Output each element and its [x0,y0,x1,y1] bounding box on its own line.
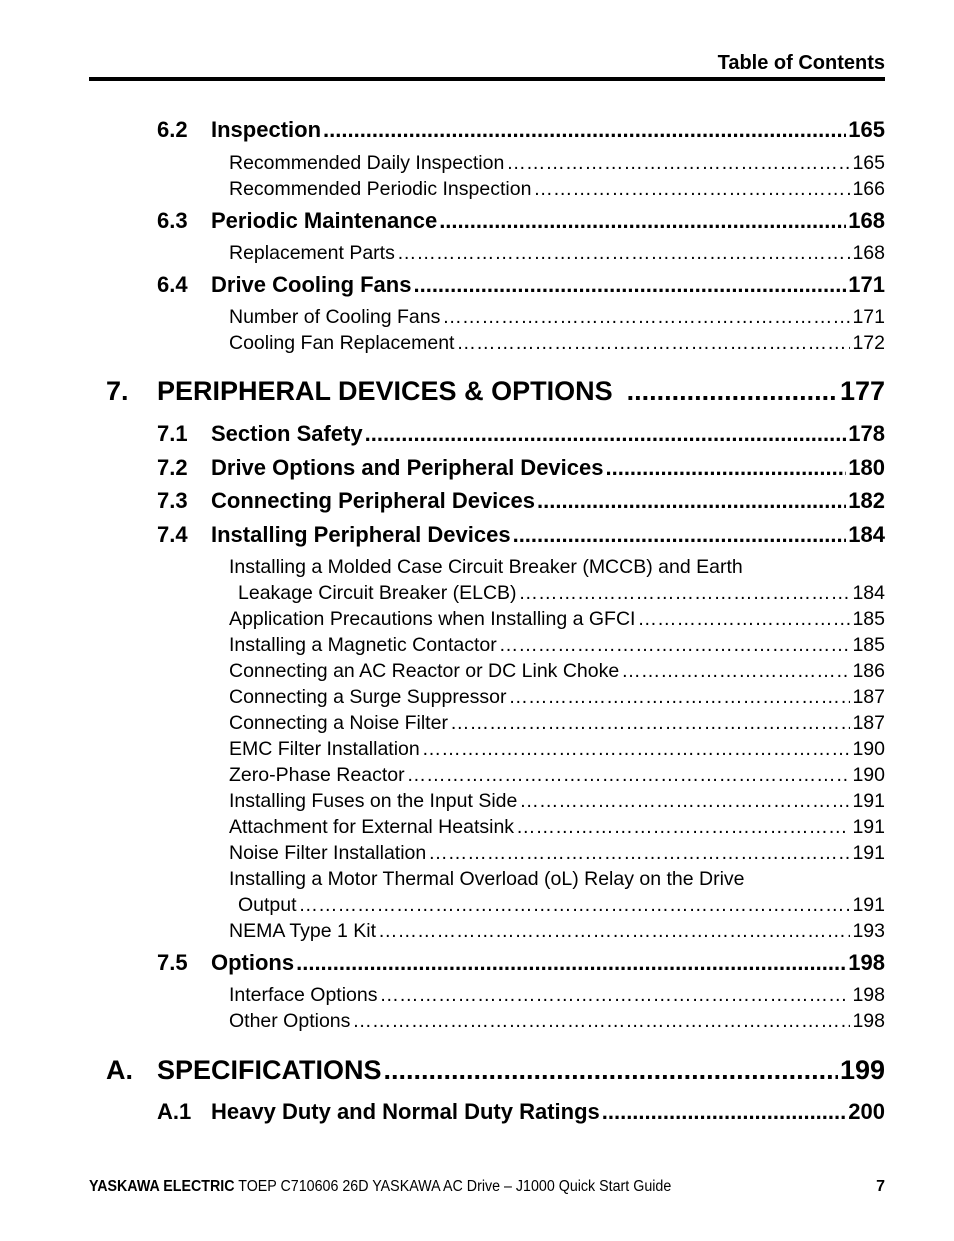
subsection-page-number: 187 [852,712,885,734]
subsection-page-number: 166 [852,178,885,200]
subsection-title: Leakage Circuit Breaker (ELCB) [238,582,517,604]
toc-subsection-entry[interactable] [229,984,885,1007]
subsection-page-number: 191 [852,816,885,838]
dot-leader [519,790,850,813]
section-page-number: 171 [848,272,885,297]
toc-subsection-entry[interactable] [229,712,885,735]
dot-leader [378,920,850,943]
toc-subsection-entry[interactable] [229,332,885,355]
section-page-number: 180 [848,455,885,480]
dot-leader [442,306,850,329]
footer-doc-text: TOEP C710606 26D YASKAWA AC Drive – J1000 Quick Start Guide [234,1178,672,1195]
chapter-title: SPECIFICATIONS [157,1055,382,1085]
section-title: Connecting Peripheral Devices [211,488,535,513]
toc-subsection-entry[interactable] [229,686,885,709]
toc-subsection-entry[interactable] [229,816,885,839]
chapter-title: PERIPHERAL DEVICES & OPTIONS [157,376,613,406]
dot-leader [506,152,850,175]
section-page-number: 182 [848,488,885,513]
dot-leader [428,842,850,865]
toc-subsection-entry[interactable] [229,178,885,201]
dot-leader [519,582,851,605]
dot-leader [621,660,850,683]
subsection-title: Application Precautions when Installing a GFCI [229,608,636,630]
toc-subsection-entry[interactable] [229,764,885,787]
section-title: Installing Peripheral Devices [211,522,511,547]
subsection-title: Recommended Periodic Inspection [229,178,532,200]
subsection-title-line1[interactable]: Installing a Molded Case Circuit Breaker (MCCB) and Earth [229,556,743,578]
dot-leader [533,178,850,201]
subsection-title: Number of Cooling Fans [229,306,441,328]
section-number: 6.3 [157,208,188,233]
toc-subsection-entry[interactable] [229,242,885,265]
dot-leader [413,272,846,298]
section-title: Drive Options and Peripheral Devices [211,455,604,480]
header-rule [89,77,885,81]
section-page-number: 200 [848,1099,885,1124]
subsection-title: Connecting a Noise Filter [229,712,448,734]
subsection-page-number: 198 [852,984,885,1006]
footer-page-number: 7 [876,1178,885,1195]
dot-leader [509,686,851,709]
subsection-page-number: 191 [852,842,885,864]
dot-leader [537,488,846,514]
dot-leader [422,738,851,761]
subsection-title: Connecting a Surge Suppressor [229,686,507,708]
footer-brand: YASKAWA ELECTRIC [89,1178,235,1195]
dot-leader [605,455,846,481]
dot-leader [365,421,847,447]
dot-leader [627,376,838,407]
section-number: 7.2 [157,455,188,480]
subsection-page-number: 190 [852,764,885,786]
section-page-number: 184 [848,522,885,547]
toc-section-7-3[interactable] [157,488,885,514]
chapter-number: A. [106,1055,133,1085]
toc-subsection-entry[interactable] [229,152,885,175]
toc-subsection-entry[interactable] [229,608,885,631]
section-title: Section Safety [211,421,363,446]
footer-document-info [89,1178,671,1196]
subsection-title: Recommended Daily Inspection [229,152,505,174]
dot-leader [602,1099,847,1125]
chapter-number: 7. [106,376,129,406]
dot-leader [513,522,847,548]
toc-section-7-4[interactable] [157,522,885,548]
subsection-page-number: 187 [852,686,885,708]
section-title: Inspection [211,117,322,142]
toc-section-7-1[interactable] [157,421,885,447]
subsection-title: Other Options [229,1010,351,1032]
section-title: Periodic Maintenance [211,208,438,233]
dot-leader [499,634,851,657]
subsection-title: Noise Filter Installation [229,842,427,864]
dot-leader [384,1055,838,1086]
section-title: Heavy Duty and Normal Duty Ratings [211,1099,600,1124]
toc-section-a-1[interactable] [157,1099,885,1125]
toc-subsection-entry[interactable] [229,634,885,657]
subsection-title: Installing Fuses on the Input Side [229,790,518,812]
toc-subsection-entry[interactable] [229,920,885,943]
page-header-title: Table of Contents [717,52,885,74]
section-number: 6.2 [157,117,188,142]
dot-leader [407,764,851,787]
dot-leader [516,816,850,839]
section-number: 6.4 [157,272,188,297]
subsection-page-number: 185 [852,608,885,630]
dot-leader [296,950,846,976]
subsection-page-number: 171 [852,306,885,328]
dot-leader [352,1010,850,1033]
toc-subsection-entry[interactable] [229,842,885,865]
dot-leader [299,894,851,917]
subsection-page-number: 186 [852,660,885,682]
toc-chapter-7[interactable] [106,376,885,407]
subsection-title: Interface Options [229,984,378,1006]
dot-leader [397,242,851,265]
toc-subsection-entry[interactable] [238,582,885,605]
section-page-number: 165 [848,117,885,142]
toc-subsection-entry[interactable] [229,306,885,329]
subsection-title: Installing a Magnetic Contactor [229,634,497,656]
section-title: Drive Cooling Fans [211,272,412,297]
toc-section-6-3[interactable] [157,208,885,234]
section-page-number: 198 [848,950,885,975]
dot-leader [637,608,850,631]
subsection-page-number: 168 [852,242,885,264]
subsection-page-number: 185 [852,634,885,656]
toc-section-6-2[interactable] [157,117,885,143]
subsection-title: Connecting an AC Reactor or DC Link Choke [229,660,620,682]
subsection-page-number: 191 [852,894,885,916]
subsection-page-number: 165 [852,152,885,174]
toc-section-7-2[interactable] [157,455,885,481]
section-title: Options [211,950,295,975]
section-page-number: 178 [848,421,885,446]
toc-subsection-entry[interactable] [229,660,885,683]
section-page-number: 168 [848,208,885,233]
subsection-title-line1[interactable]: Installing a Motor Thermal Overload (oL) Relay on the Drive [229,868,745,890]
section-number: 7.3 [157,488,188,513]
section-number: 7.5 [157,950,188,975]
section-number: 7.4 [157,522,188,547]
toc-chapter-a[interactable] [106,1055,885,1086]
subsection-page-number: 193 [852,920,885,942]
subsection-title: Replacement Parts [229,242,395,264]
subsection-page-number: 172 [852,332,885,354]
subsection-title: Cooling Fan Replacement [229,332,455,354]
subsection-title: Attachment for External Heatsink [229,816,515,838]
subsection-title: EMC Filter Installation [229,738,420,760]
dot-leader [450,712,851,735]
subsection-page-number: 190 [852,738,885,760]
dot-leader [456,332,850,355]
toc-subsection-entry[interactable] [229,790,885,813]
subsection-page-number: 184 [852,582,885,604]
toc-section-7-5[interactable] [157,950,885,976]
dot-leader [439,208,846,234]
subsection-title: Output [238,894,297,916]
toc-subsection-entry[interactable] [229,1010,885,1033]
toc-subsection-entry[interactable] [238,894,885,917]
section-number: 7.1 [157,421,188,446]
subsection-page-number: 198 [852,1010,885,1032]
subsection-page-number: 191 [852,790,885,812]
chapter-page-number: 177 [839,376,885,406]
toc-section-6-4[interactable] [157,272,885,298]
toc-subsection-entry[interactable] [229,738,885,761]
subsection-title: NEMA Type 1 Kit [229,920,377,942]
chapter-page-number: 199 [839,1055,885,1085]
dot-leader [380,984,851,1007]
section-number: A.1 [157,1099,192,1124]
dot-leader [323,117,846,143]
subsection-title: Zero-Phase Reactor [229,764,405,786]
